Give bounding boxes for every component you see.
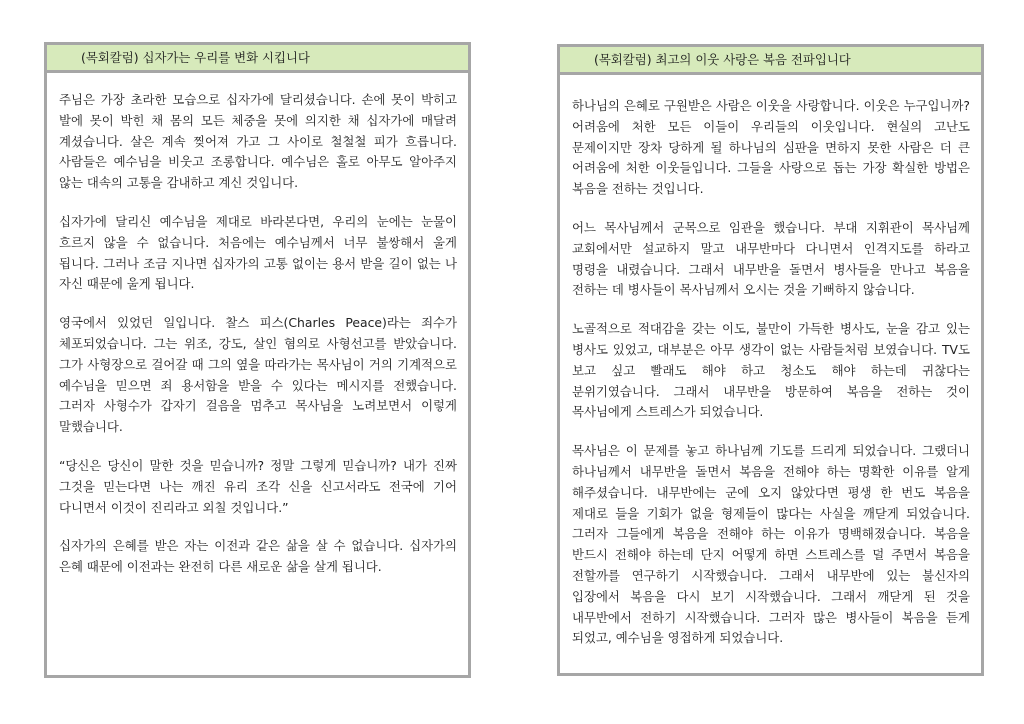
right-paragraph-3: 노골적으로 적대감을 갖는 이도, 불만이 가득한 병사도, 눈을 감고 있는 병사도 있었고, 대부분은 아무 생각이 없는 사람들처럼 보였습니다. TV도 보고 싶고 빨래도 해야 하고 청소도 해야 하는데 귀찮다는 분위기였습니다. 그래서 내무반을 방문하여 복음을 전하는 것이 목사님에게 스트레스가 되었습니다. (572, 321, 970, 420)
right-column-title: (목회칼럼) 최고의 이웃 사랑은 복음 전파입니다 (560, 47, 981, 75)
left-column-panel (44, 42, 471, 678)
right-paragraph-2: 어느 목사님께서 군목으로 임관을 했습니다. 부대 지휘관이 목사님께 교회에서만 설교하지 말고 내무반마다 다니면서 인격지도를 하라고 명령을 내렸습니다. 그래서 내무반을 돌면서 병사들을 만나고 복음을 전하는 데 병사들이 목사님께서 오시는 것을 기뻐하지 않습니다. (572, 219, 970, 298)
right-column-body (560, 75, 981, 649)
right-paragraph-4: 목사님은 이 문제를 놓고 하나님께 기도를 드리게 되었습니다. 그랬더니 하나님께서 내무반을 돌면서 복음을 전해야 하는 명확한 이유를 알게 해주셨습니다. 내무반에는 군에 오지 않았다면 평생 한 번도 복음을 제대로 들을 기회가 없을 형제들이 많다는 사실을 깨닫게 되었습니다. 그러자 그들에게 복음을 전해야 하는 이유가 명백해졌습니다. 복음을 반드시 전해야 하는데 단지 어떻게 하면 스트레스를 덜 주면서 복음을 전할까를 연구하기 시작했습니다. 그래서 내무반에 있는 불신자의 입장에서 복음을 다시 보기 시작했습니다. 그래서 깨닫게 된 것을 내무반에서 전하기 시작했습니다. 그러자 많은 병사들이 복음을 듣게 되었고, 예수님을 영접하게 되었습니다. (572, 443, 970, 646)
left-column-title: (목회칼럼) 십자가는 우리를 변화 시킵니다 (47, 45, 468, 73)
left-paragraph-2: 십자가에 달리신 예수님을 제대로 바라본다면, 우리의 눈에는 눈물이 흐르지 않을 수 없습니다. 처음에는 예수님께서 너무 불쌍해서 울게 됩니다. 그러나 조금 지나면 십자가의 고통 없이는 용서 받을 길이 없는 나 자신 때문에 울게 됩니다. (59, 213, 457, 292)
right-column-panel (557, 44, 984, 676)
left-paragraph-3: 영국에서 있었던 일입니다. 찰스 피스(Charles Peace)라는 죄수가 체포되었습니다. 그는 위조, 강도, 살인 혐의로 사형선고를 받았습니다. 그가 사형장으로 걸어갈 때 그의 옆을 따라가는 목사님이 거의 기계적으로 예수님을 믿으면 죄 용서함을 받을 수 있다는 메시지를 전했습니다. 그러자 사형수가 갑자기 걸음을 멈추고 목사님을 노려보면서 이렇게 말했습니다. (59, 315, 457, 435)
left-paragraph-4-quote: “당신은 당신이 말한 것을 믿습니까? 정말 그렇게 믿습니까? 내가 진짜 그것을 믿는다면 나는 깨진 유리 조각 신을 신고서라도 전국에 기어 다니면서 이것이 진리라고 외칠 것입니다.” (59, 457, 457, 515)
left-column-body (47, 73, 468, 578)
left-paragraph-5: 십자가의 은혜를 받은 자는 이전과 같은 삶을 살 수 없습니다. 십자가의 은혜 때문에 이전과는 완전히 다른 새로운 삶을 살게 됩니다. (59, 538, 457, 575)
right-paragraph-1: 하나님의 은혜로 구원받은 사람은 이웃을 사랑합니다. 이웃은 누구입니까? 어려움에 처한 모든 이들이 우리들의 이웃입니다. 현실의 고난도 문제이지만 장차 당하게 될 하나님의 심판을 면하지 못한 사람은 더 큰 어려움에 처한 이웃들입니다. 그들을 사랑으로 돕는 가장 확실한 방법은 복음을 전하는 것입니다. (572, 98, 970, 197)
left-paragraph-1: 주님은 가장 초라한 모습으로 십자가에 달리셨습니다. 손에 못이 박히고 발에 못이 박힌 채 몸의 모든 체중을 못에 의지한 채 십자가에 매달려 계셨습니다. 살은 계속 찢어져 가고 그 사이로 철철철 피가 흐릅니다. 사람들은 예수님을 비웃고 조롱합니다. 예수님은 홀로 아무도 알아주지 않는 대속의 고통을 감내하고 계신 것입니다. (59, 92, 457, 191)
